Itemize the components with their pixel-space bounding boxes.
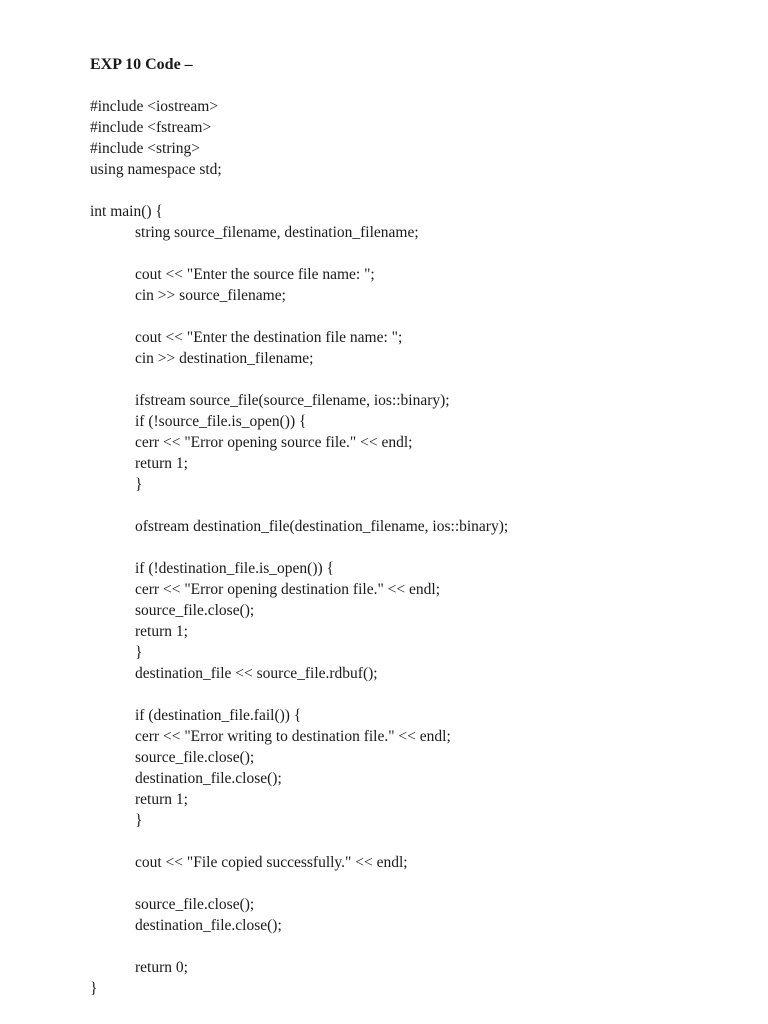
blank-line bbox=[90, 180, 508, 201]
code-line: #include <iostream> bbox=[90, 98, 219, 115]
code-line: cout << "Enter the destination file name: "; bbox=[135, 329, 403, 346]
code-line: cin >> destination_filename; bbox=[135, 350, 314, 367]
code-line: cerr << "Error opening source file." << endl; bbox=[135, 434, 413, 451]
blank-line bbox=[90, 684, 508, 705]
code-line: } bbox=[135, 812, 143, 829]
code-line: if (!source_file.is_open()) { bbox=[135, 413, 307, 430]
code-line: string source_filename, destination_filename; bbox=[135, 224, 419, 241]
code-line: source_file.close(); bbox=[135, 896, 255, 913]
code-block bbox=[90, 96, 508, 999]
code-line: return 1; bbox=[135, 791, 188, 808]
blank-line bbox=[90, 537, 508, 558]
code-line: cout << "Enter the source file name: "; bbox=[135, 266, 375, 283]
code-line: ofstream destination_file(destination_filename, ios::binary); bbox=[135, 518, 509, 535]
blank-line bbox=[90, 306, 508, 327]
document-title: EXP 10 Code – bbox=[90, 56, 193, 73]
code-line: #include <string> bbox=[90, 140, 201, 157]
code-line: cin >> source_filename; bbox=[135, 287, 286, 304]
code-line: cerr << "Error opening destination file." << endl; bbox=[135, 581, 441, 598]
code-line: } bbox=[135, 644, 143, 661]
code-line: destination_file.close(); bbox=[135, 917, 282, 934]
code-line: destination_file.close(); bbox=[135, 770, 282, 787]
blank-line bbox=[90, 495, 508, 516]
code-line: } bbox=[135, 476, 143, 493]
blank-line bbox=[90, 831, 508, 852]
code-line: int main() { bbox=[90, 203, 163, 220]
code-line: source_file.close(); bbox=[135, 602, 255, 619]
code-line: if (!destination_file.is_open()) { bbox=[135, 560, 334, 577]
blank-line bbox=[90, 936, 508, 957]
code-line: return 1; bbox=[135, 623, 188, 640]
code-line: return 1; bbox=[135, 455, 188, 472]
code-line: cout << "File copied successfully." << endl; bbox=[135, 854, 408, 871]
code-line: source_file.close(); bbox=[135, 749, 255, 766]
code-line: cerr << "Error writing to destination file." << endl; bbox=[135, 728, 451, 745]
code-line: ifstream source_file(source_filename, ios::binary); bbox=[135, 392, 450, 409]
code-line: using namespace std; bbox=[90, 161, 222, 178]
code-line: } bbox=[90, 980, 98, 997]
code-line: destination_file << source_file.rdbuf(); bbox=[135, 665, 378, 682]
code-line: if (destination_file.fail()) { bbox=[135, 707, 302, 724]
code-line: return 0; bbox=[135, 959, 188, 976]
blank-line bbox=[90, 369, 508, 390]
code-line: #include <fstream> bbox=[90, 119, 212, 136]
blank-line bbox=[90, 873, 508, 894]
blank-line bbox=[90, 243, 508, 264]
